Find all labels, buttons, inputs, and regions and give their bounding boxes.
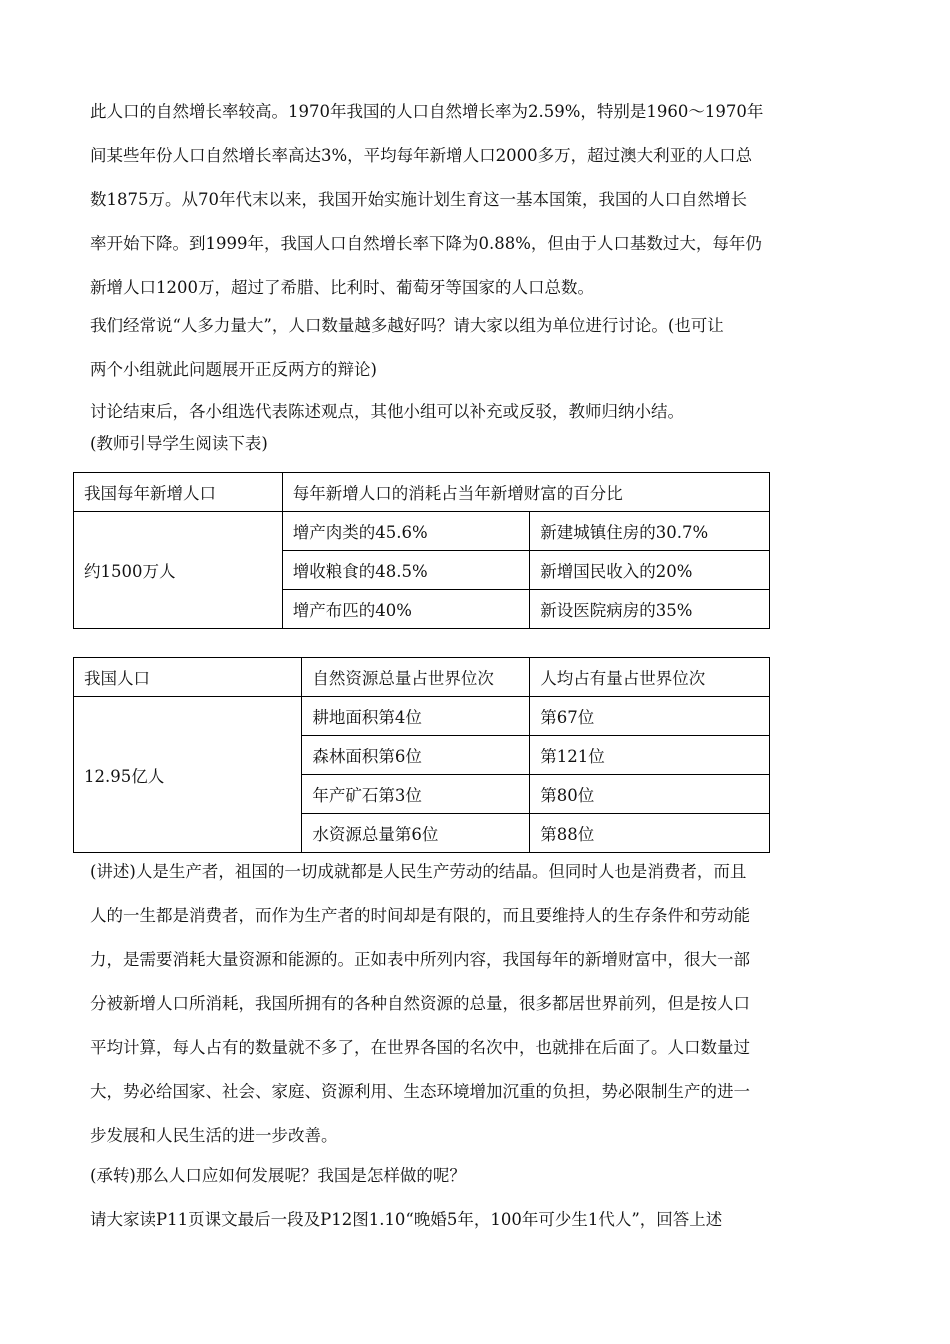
table-cell: 增收粮食的48.5% <box>282 551 530 590</box>
table-row <box>74 697 770 736</box>
text-line: 分被新增人口所消耗，我国所拥有的各种自然资源的总量，很多都居世界前列，但是按人口 <box>90 994 750 1013</box>
text-line: 数1875万。从70年代末以来，我国开始实施计划生育这一基本国策，我国的人口自然增长 <box>90 190 747 209</box>
table-cell: 水资源总量第6位 <box>302 814 530 853</box>
text-line: 两个小组就此问题展开正反两方的辩论) <box>90 360 377 379</box>
text-line: 率开始下降。到1999年，我国人口自然增长率下降为0.88%，但由于人口基数过大，每年仍 <box>90 234 762 253</box>
table-cell: 增产肉类的45.6% <box>282 512 530 551</box>
table-cell: 第80位 <box>530 775 770 814</box>
table-header-row <box>74 658 770 697</box>
text-line: 讨论结束后，各小组选代表陈述观点，其他小组可以补充或反驳，教师归纳小结。 <box>90 402 684 421</box>
table-cell: 新设医院病房的35% <box>530 590 770 629</box>
table-header-row <box>74 473 770 512</box>
text-line: 大，势必给国家、社会、家庭、资源利用、生态环境增加沉重的负担，势必限制生产的进一 <box>90 1082 750 1101</box>
table-natural-resources-rank <box>73 657 770 853</box>
text-line: 人的一生都是消费者，而作为生产者的时间却是有限的，而且要维持人的生存条件和劳动能 <box>90 906 750 925</box>
table-row <box>74 512 770 551</box>
table-header-cell: 我国每年新增人口 <box>74 473 283 512</box>
paragraph-lecture <box>90 850 868 1158</box>
table-cell: 年产矿石第3位 <box>302 775 530 814</box>
table-cell: 第67位 <box>530 697 770 736</box>
table-cell: 新增国民收入的20% <box>530 551 770 590</box>
table-cell: 新建城镇住房的30.7% <box>530 512 770 551</box>
text-line: 我们经常说“人多力量大”，人口数量越多越好吗？请大家以组为单位进行讨论。(也可让 <box>90 316 724 335</box>
table-header-cell: 人均占有量占世界位次 <box>530 658 770 697</box>
text-line: (教师引导学生阅读下表) <box>90 434 268 453</box>
text-line: 平均计算，每人占有的数量就不多了，在世界各国的名次中，也就排在后面了。人口数量过 <box>90 1038 750 1057</box>
paragraph-reading-assignment <box>90 1198 868 1242</box>
table-cell: 增产布匹的40% <box>282 590 530 629</box>
text-line: 间某些年份人口自然增长率高达3%，平均每年新增人口2000多万，超过澳大利亚的人口总 <box>90 146 753 165</box>
table-cell-merged: 12.95亿人 <box>74 697 302 853</box>
text-line: (承转)那么人口应如何发展呢？我国是怎样做的呢？ <box>90 1166 466 1185</box>
table-cell: 耕地面积第4位 <box>302 697 530 736</box>
text-line: 此人口的自然增长率较高。1970年我国的人口自然增长率为2.59%，特别是1960～1970年 <box>90 102 764 121</box>
table-cell-merged: 约1500万人 <box>74 512 283 629</box>
table-new-population-consumption <box>73 472 770 629</box>
text-line: 步发展和人民生活的进一步改善。 <box>90 1126 338 1145</box>
text-line: 力，是需要消耗大量资源和能源的。正如表中所列内容，我国每年的新增财富中，很大一部 <box>90 950 750 969</box>
table-header-cell: 我国人口 <box>74 658 302 697</box>
text-line: 请大家读P11页课文最后一段及P12图1.10“晚婚5年，100年可少生1代人”，回答上述 <box>90 1210 723 1229</box>
table-cell: 第121位 <box>530 736 770 775</box>
paragraph-table-intro <box>90 422 868 466</box>
paragraph-population-growth <box>90 90 868 310</box>
table-cell: 第88位 <box>530 814 770 853</box>
text-line: 新增人口1200万，超过了希腊、比利时、葡萄牙等国家的人口总数。 <box>90 278 594 297</box>
text-line: (讲述)人是生产者，祖国的一切成就都是人民生产劳动的结晶。但同时人也是消费者，而且 <box>90 862 747 881</box>
paragraph-discussion-question <box>90 304 868 392</box>
table-header-cell: 每年新增人口的消耗占当年新增财富的百分比 <box>282 473 769 512</box>
paragraph-transition <box>90 1154 868 1198</box>
table-cell: 森林面积第6位 <box>302 736 530 775</box>
table-header-cell: 自然资源总量占世界位次 <box>302 658 530 697</box>
